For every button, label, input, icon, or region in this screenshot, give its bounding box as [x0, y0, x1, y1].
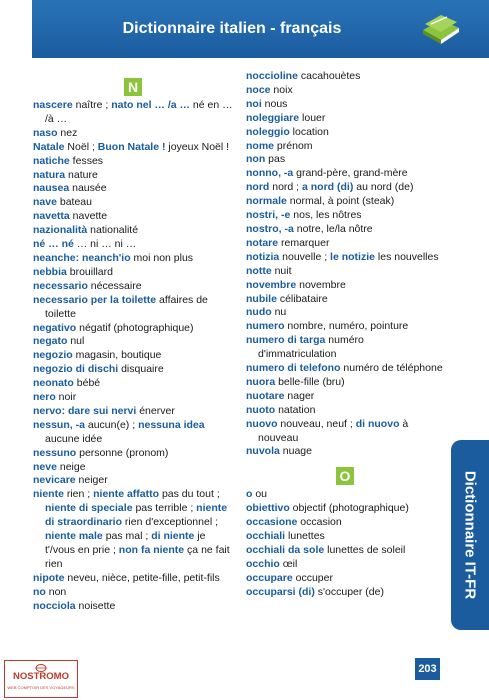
entry-translation: célibataire [276, 292, 328, 305]
dictionary-entry [33, 252, 233, 266]
entry-headword: niente di straordinario [45, 502, 228, 529]
logo-tagline: WEB COMPTOIR DES VOYAGEURS [7, 685, 75, 690]
entry-translation: au nord (de) [353, 181, 414, 194]
dictionary-entry [246, 544, 444, 558]
entry-translation: lunettes [285, 530, 325, 543]
entry-translation: louer [299, 111, 326, 124]
entry-headword: nostro, -a [246, 222, 294, 235]
entry-translation: normal, à point (steak) [286, 195, 395, 208]
dictionary-entry [246, 376, 444, 390]
entry-headword: negato [33, 335, 68, 348]
dictionary-entry [246, 418, 444, 446]
entry-translation: affaires de toilette [45, 293, 208, 320]
entry-headword: nuvola [246, 445, 280, 458]
entry-headword: nessun, -a [33, 418, 85, 431]
entry-headword: Natale [33, 140, 65, 153]
entry-translation: personne (pronom) [76, 446, 169, 459]
entry-headword: nuoto [246, 403, 276, 416]
entry-headword: nonno, -a [246, 167, 294, 180]
entries-o [246, 488, 444, 599]
dictionary-entry [33, 169, 233, 183]
entry-translation: grand-père, grand-mère [293, 167, 408, 180]
entry-headword: niente affatto [93, 488, 160, 501]
entry-translation: rien d'exceptionnel ; [122, 516, 218, 529]
dictionary-entry [246, 404, 444, 418]
dictionary-entry [246, 181, 444, 195]
entry-headword: né … né [33, 238, 74, 251]
entry-headword: nuovo [246, 417, 278, 430]
dictionary-entry [33, 141, 233, 155]
dictionary-entry [33, 600, 233, 614]
dictionary-entry [246, 502, 444, 516]
entry-translation: nuage [279, 445, 312, 458]
letter-heading-o: O [336, 467, 354, 485]
entry-headword: nazionalità [33, 224, 88, 237]
entry-translation: œil [279, 557, 298, 570]
dictionary-entry [246, 488, 444, 502]
dictionary-entry [33, 363, 233, 377]
dictionary-entry [33, 586, 233, 600]
dictionary-entry [246, 209, 444, 223]
entry-headword: non [246, 153, 266, 166]
entry-translation: location [289, 125, 329, 138]
entry-headword: nostri, -e [246, 209, 291, 222]
entry-headword: di nuovo [355, 417, 400, 430]
dictionary-entry [246, 586, 444, 600]
entry-translation: non [45, 585, 67, 598]
dictionary-entry [33, 196, 233, 210]
entries-n-right [246, 70, 444, 459]
entry-headword: occasione [246, 516, 298, 529]
entry-headword: novembre [246, 278, 297, 291]
entry-translation: nu [271, 306, 287, 319]
dictionary-entry [33, 155, 233, 169]
dictionary-entry [33, 447, 233, 461]
entry-translation: négatif (photographique) [76, 321, 194, 334]
entry-headword: navetta [33, 210, 70, 223]
entry-translation: brouillard [66, 265, 113, 278]
entry-translation: numéro de téléphone [340, 362, 443, 375]
entry-headword: noccioline [246, 70, 298, 82]
entry-translation: Noël ; [64, 140, 98, 153]
entry-headword: nudo [246, 306, 272, 319]
dictionary-entry [246, 223, 444, 237]
left-column [33, 70, 233, 614]
dictionary-entry [33, 461, 233, 475]
entry-translation: notre, le/la nôtre [293, 222, 373, 235]
dictionary-entry [246, 334, 444, 362]
dictionary-entry [246, 195, 444, 209]
entry-translation: pas [265, 153, 286, 166]
entry-headword: numero di telefono [246, 362, 341, 375]
dictionary-entry [33, 405, 233, 419]
letter-heading-n: N [124, 78, 142, 96]
entry-headword: Buon Natale ! [97, 140, 166, 153]
dictionary-entry [246, 84, 444, 98]
entry-headword: occupare [246, 571, 293, 584]
entry-translation: noix [270, 83, 293, 96]
dictionary-entry [33, 377, 233, 391]
entry-headword: nausea [33, 182, 70, 195]
entry-translation: noir [55, 391, 77, 404]
entry-headword: di niente [151, 530, 195, 543]
dictionary-entry [33, 572, 233, 586]
entry-translation: nausée [69, 182, 107, 195]
entry-translation: aucun(e) ; [84, 418, 139, 431]
entry-headword: noce [246, 83, 271, 96]
entry-translation: ça ne fait rien [45, 544, 230, 570]
entry-headword: nevicare [33, 474, 76, 487]
entry-headword: obiettivo [246, 502, 290, 515]
entry-headword: notare [246, 236, 279, 249]
entry-headword: nato nel … /a … [111, 99, 190, 111]
entry-headword: niente male [45, 530, 103, 543]
entry-translation: nager [284, 389, 315, 402]
dictionary-entry [33, 99, 233, 127]
entry-translation: objectif (photographique) [289, 502, 409, 515]
entry-translation: neveu, nièce, petite-fille, petit-fils [64, 571, 220, 584]
entry-headword: necessario [33, 279, 88, 292]
dictionary-entry [246, 516, 444, 530]
entry-translation: naître ; [72, 99, 112, 111]
entry-translation: s'occuper (de) [314, 585, 384, 598]
entry-translation: nature [65, 168, 98, 181]
entry-headword: negozio [33, 349, 73, 362]
dictionary-entry [33, 349, 233, 363]
entry-translation: nécessaire [87, 279, 142, 292]
dictionary-entry [246, 112, 444, 126]
entry-headword: occuparsi (di) [246, 585, 315, 598]
entry-translation: neige [56, 460, 86, 473]
dictionary-entry [33, 322, 233, 336]
entry-headword: nord [246, 181, 270, 194]
dictionary-entry [33, 182, 233, 196]
dictionary-entry [33, 474, 233, 488]
nostromo-logo [4, 660, 78, 698]
dictionary-entry [246, 572, 444, 586]
dictionary-entry [246, 153, 444, 167]
entry-headword: nipote [33, 571, 65, 584]
entry-headword: noi [246, 97, 262, 110]
entry-translation: disquaire [118, 363, 164, 376]
dictionary-entry [33, 224, 233, 238]
page-number: 203 [415, 658, 440, 680]
entry-headword: neanche: neanch'io [33, 251, 131, 264]
dictionary-entry [246, 126, 444, 140]
dictionary-entry [246, 279, 444, 293]
entry-translation: les nouvelles [374, 250, 439, 263]
dictionary-entry [246, 558, 444, 572]
entry-headword: a nord (di) [302, 181, 354, 194]
entry-translation: prénom [274, 139, 313, 152]
entry-translation: navette [69, 210, 108, 223]
entry-translation: nouveau, neuf ; [277, 417, 356, 430]
entry-headword: neve [33, 460, 57, 473]
entry-headword: necessario per la toilette [33, 293, 157, 306]
entry-headword: nave [33, 196, 57, 209]
book-icon [419, 10, 463, 46]
dictionary-entry [33, 391, 233, 405]
entry-headword: negativo [33, 321, 77, 334]
dictionary-entry [246, 167, 444, 181]
entry-headword: negozio di dischi [33, 363, 119, 376]
entry-headword: nero [33, 391, 56, 404]
entry-translation: novembre [296, 278, 346, 291]
entry-translation: né en … /à … [45, 99, 233, 125]
entry-translation: nuit [271, 264, 292, 277]
dictionary-entry [33, 210, 233, 224]
logo-name: NOSTROMO [13, 671, 69, 682]
entry-translation: nombre, numéro, pointure [284, 320, 409, 333]
entry-translation: joyeux Noël ! [165, 140, 230, 153]
entry-translation: cacahouètes [297, 70, 361, 82]
entry-headword: nessuna idea [138, 418, 205, 431]
entry-translation: belle-fille (bru) [275, 375, 345, 388]
entry-translation: nous [261, 97, 288, 110]
entry-translation: pas mal ; [102, 530, 152, 543]
entry-translation: lunettes de soleil [324, 544, 406, 556]
entry-translation: magasin, boutique [72, 349, 162, 362]
dictionary-entry [246, 320, 444, 334]
dictionary-entry [33, 335, 233, 349]
entry-translation: bateau [56, 196, 92, 209]
page-title: Dictionnaire italien - français [122, 20, 342, 37]
entry-translation: pas du tout ; [159, 488, 220, 501]
entry-headword: nome [246, 139, 275, 152]
entry-headword: non fa niente [118, 544, 185, 556]
entry-headword: nebbia [33, 265, 67, 278]
entry-headword: occhiali [246, 530, 286, 543]
dictionary-entry [246, 140, 444, 154]
entry-translation: numéro d'immatriculation [258, 334, 364, 361]
entry-headword: noleggio [246, 125, 290, 138]
entry-translation: nez [57, 126, 78, 139]
entry-translation: aucune idée [45, 432, 103, 445]
entry-translation: noisette [75, 599, 116, 612]
entry-translation: … ni … ni … [73, 238, 137, 251]
entry-headword: nessuno [33, 446, 77, 459]
entry-translation: je t'/vous en prie ; [45, 530, 206, 556]
dictionary-entry [33, 127, 233, 141]
dictionary-entry [246, 70, 444, 84]
side-tab-label: Dictionnaire IT-FR [461, 470, 479, 600]
entry-translation: rien ; [63, 488, 94, 501]
entry-headword: occhiali da sole [246, 544, 325, 556]
dictionary-entry [246, 98, 444, 112]
entry-headword: neonato [33, 377, 74, 390]
entry-headword: occhio [246, 557, 280, 570]
dictionary-entry [33, 419, 233, 447]
entry-translation: ou [252, 488, 268, 501]
entry-headword: nuotare [246, 389, 285, 402]
entry-translation: moi non plus [130, 251, 194, 264]
dictionary-entry [246, 445, 444, 459]
entry-translation: nationalité [87, 224, 139, 237]
entry-headword: numero [246, 320, 285, 333]
entry-translation: occasion [297, 516, 342, 529]
entry-headword: notte [246, 264, 272, 277]
entry-headword: le notizie [330, 250, 375, 263]
entry-headword: normale [246, 195, 287, 208]
entry-translation: pas terrible ; [132, 502, 197, 515]
dictionary-entry [33, 280, 233, 294]
dictionary-entry [33, 238, 233, 252]
entries-n-left [33, 99, 233, 614]
entry-translation: remarquer [278, 236, 330, 249]
entry-headword: nocciola [33, 599, 76, 612]
entry-headword: notizia [246, 250, 280, 263]
entry-headword: nuora [246, 375, 276, 388]
dictionary-entry [246, 265, 444, 279]
entry-headword: nervo: dare sui nervi [33, 404, 137, 417]
right-column [246, 70, 444, 600]
dictionary-entry [33, 294, 233, 322]
entry-headword: niente di speciale [45, 502, 133, 515]
dictionary-entry [33, 488, 233, 571]
entry-headword: natiche [33, 154, 70, 167]
entry-translation: natation [275, 403, 316, 416]
entry-translation: fesses [69, 154, 104, 167]
entry-translation: neiger [75, 474, 108, 487]
entry-translation: nos, les nôtres [290, 209, 362, 222]
entry-translation: nord ; [269, 181, 303, 194]
dictionary-entry [33, 266, 233, 280]
dictionary-entry [246, 306, 444, 320]
entry-translation: bébé [73, 377, 101, 390]
dictionary-entry [246, 237, 444, 251]
entry-headword: numero di targa [246, 334, 326, 347]
entry-headword: naso [33, 126, 58, 139]
dictionary-entry [246, 362, 444, 376]
dictionary-entry [246, 251, 444, 265]
side-tab [451, 440, 489, 630]
entry-headword: no [33, 585, 46, 598]
dictionary-entry [246, 390, 444, 404]
dictionary-entry [246, 293, 444, 307]
entry-headword: nubile [246, 292, 277, 305]
dictionary-entry [246, 530, 444, 544]
entry-headword: o [246, 488, 253, 501]
entry-translation: nouvelle ; [279, 250, 331, 263]
page-header [32, 0, 489, 58]
entry-headword: niente [33, 488, 64, 501]
entry-headword: nascere [33, 99, 73, 111]
entry-translation: occuper [292, 571, 333, 584]
entry-translation: à nouveau [258, 417, 409, 444]
entry-translation: nul [67, 335, 85, 348]
entry-headword: noleggiare [246, 111, 300, 124]
entry-translation: énerver [136, 404, 175, 417]
entry-headword: natura [33, 168, 66, 181]
